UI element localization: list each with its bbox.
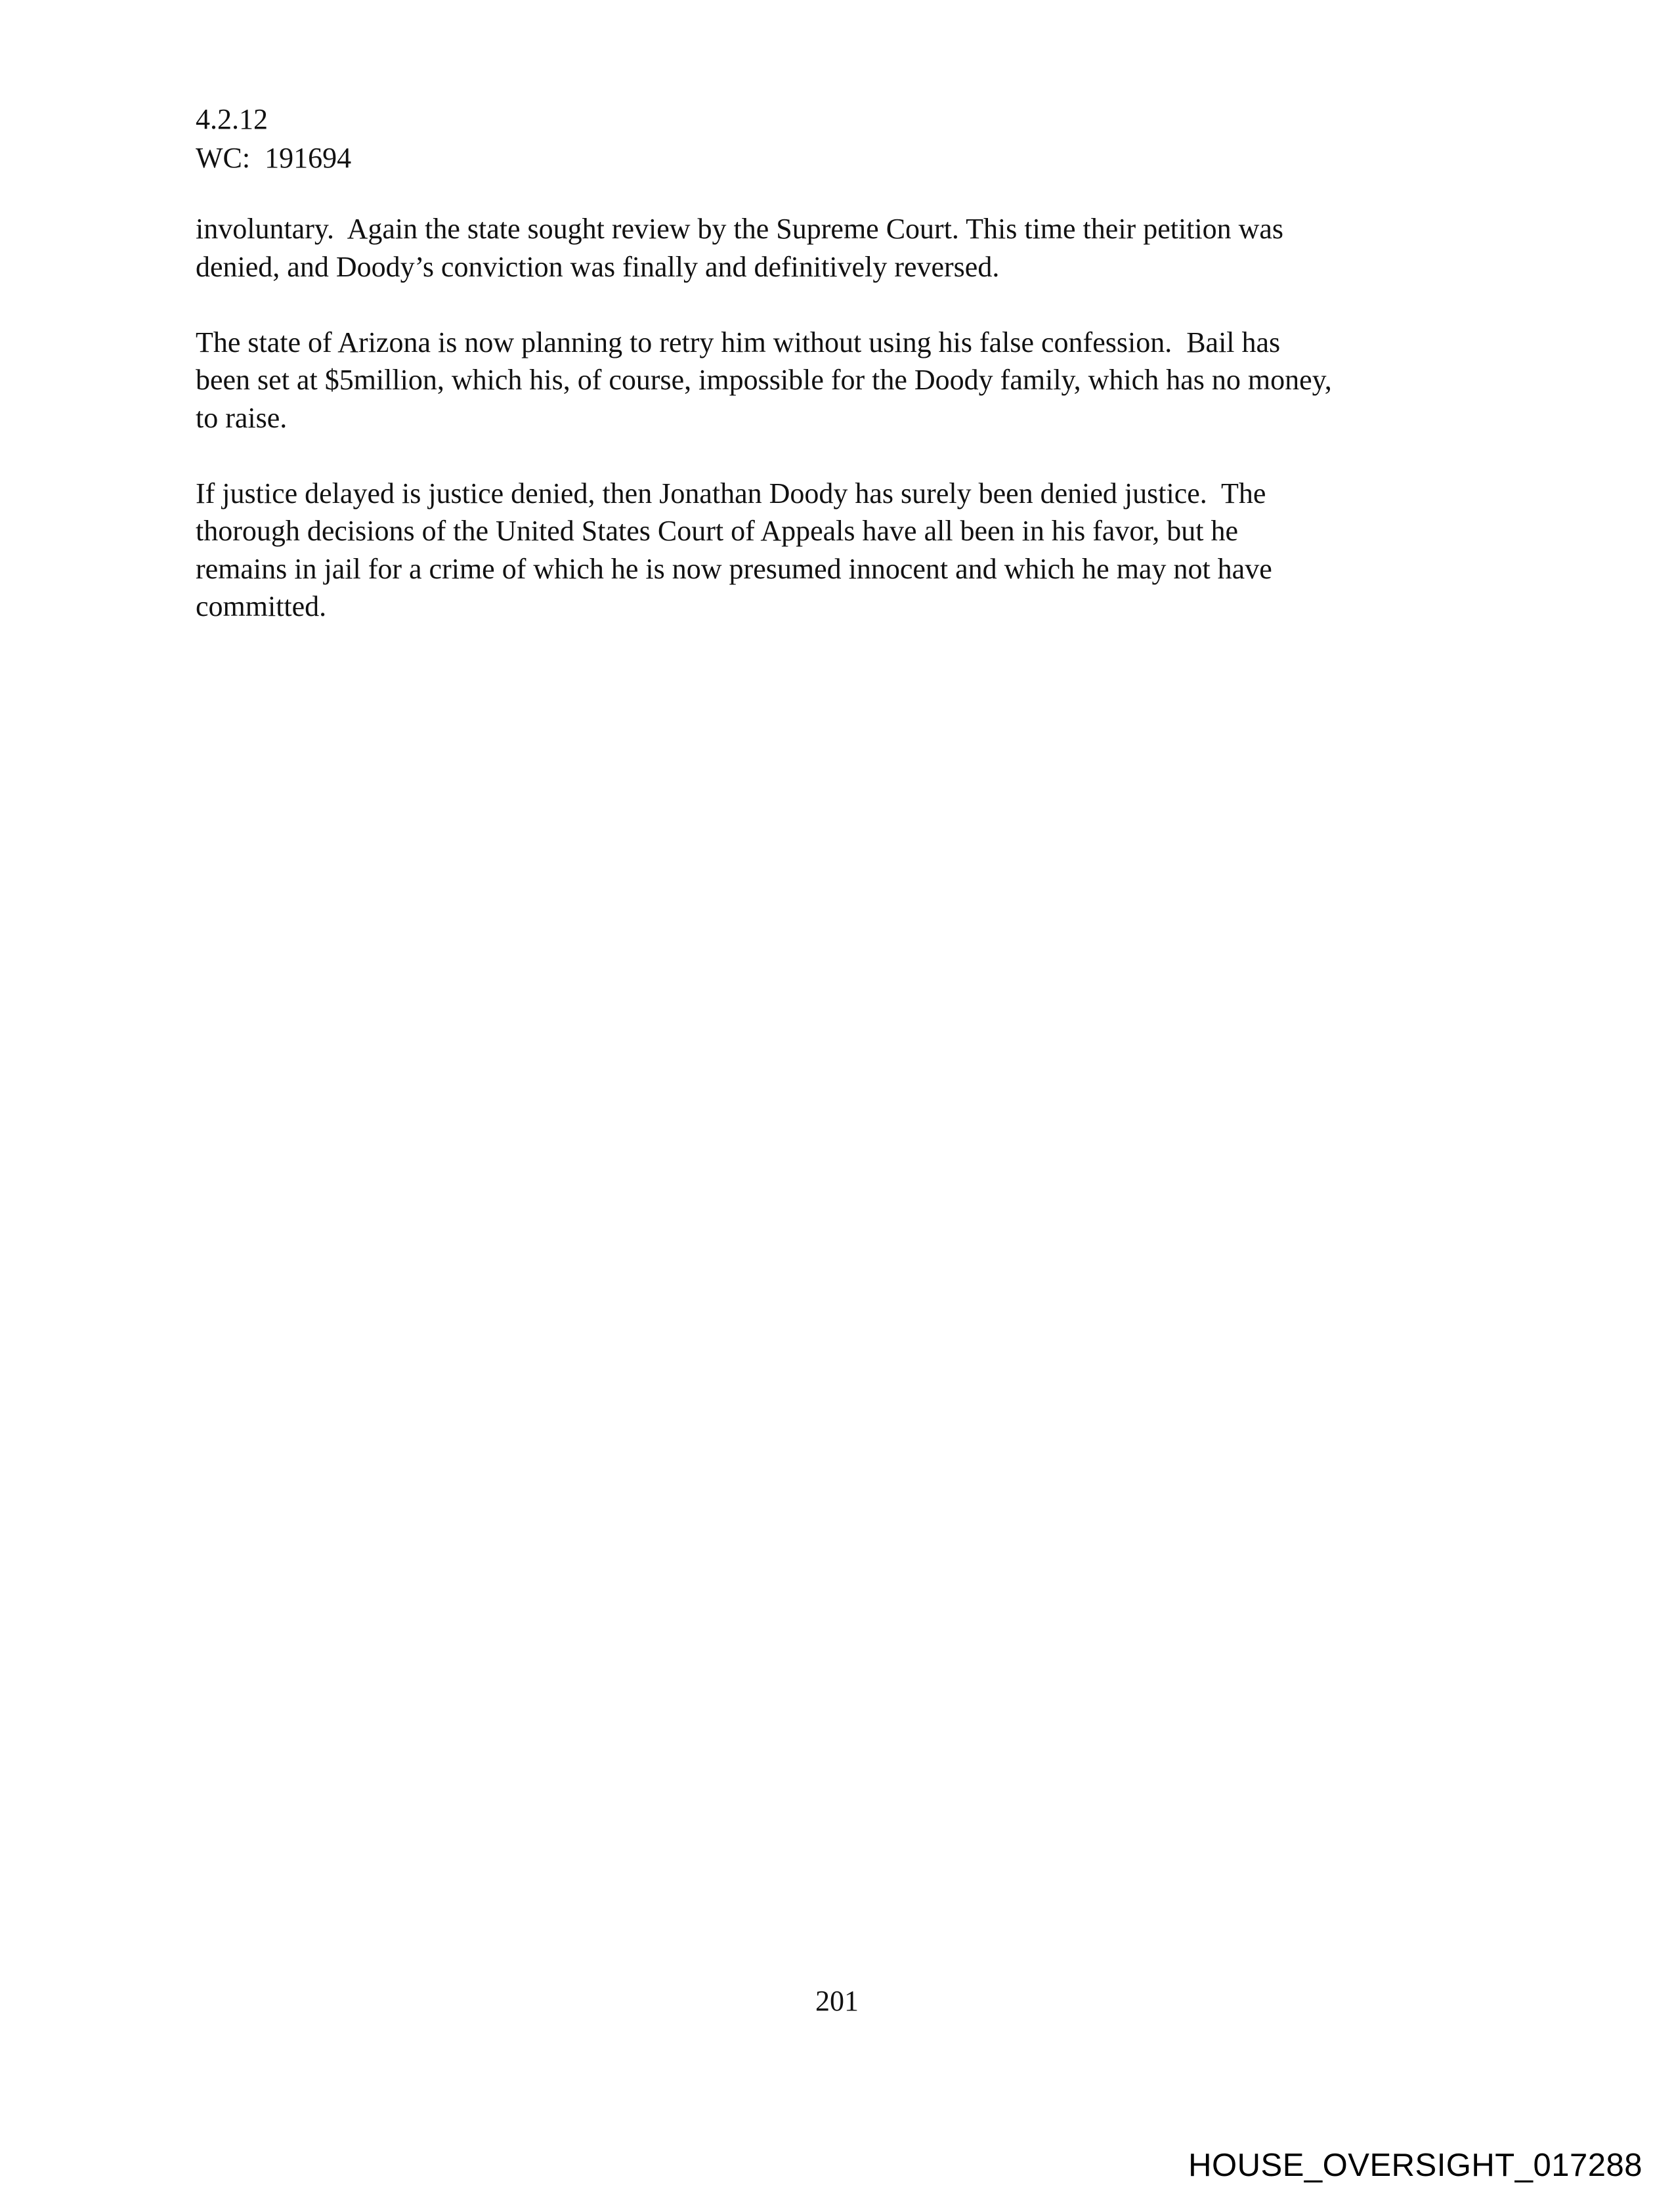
paragraph-line: thorough decisions of the United States Court of Appeals have all been in his favor, but he — [196, 515, 1239, 547]
document-header — [196, 100, 351, 177]
document-body — [196, 210, 1476, 626]
page-number: 201 — [815, 1985, 859, 2017]
paragraph-line: committed. — [196, 590, 327, 622]
bates-stamp: HOUSE_OVERSIGHT_017288 — [1188, 2148, 1642, 2183]
paragraph-line: to raise. — [196, 401, 288, 434]
header-date: 4.2.12 — [196, 103, 268, 135]
header-word-count: WC: 191694 — [196, 142, 352, 174]
paragraph-line: involuntary. Again the state sought review by the Supreme Court. This time their petition was — [196, 213, 1284, 245]
paragraph — [196, 324, 1476, 437]
paragraph-line: denied, and Doody’s conviction was finally and definitively reversed. — [196, 250, 1000, 283]
paragraph-line: remains in jail for a crime of which he is now presumed innocent and which he may not have — [196, 552, 1272, 585]
paragraph-line: The state of Arizona is now planning to retry him without using his false confession. Bail has — [196, 326, 1281, 358]
paragraph-line: been set at $5million, which his, of course, impossible for the Doody family, which has no money, — [196, 364, 1332, 396]
paragraph-line: If justice delayed is justice denied, then Jonathan Doody has surely been denied justice. The — [196, 477, 1266, 510]
paragraph — [196, 475, 1476, 626]
paragraph — [196, 210, 1476, 286]
